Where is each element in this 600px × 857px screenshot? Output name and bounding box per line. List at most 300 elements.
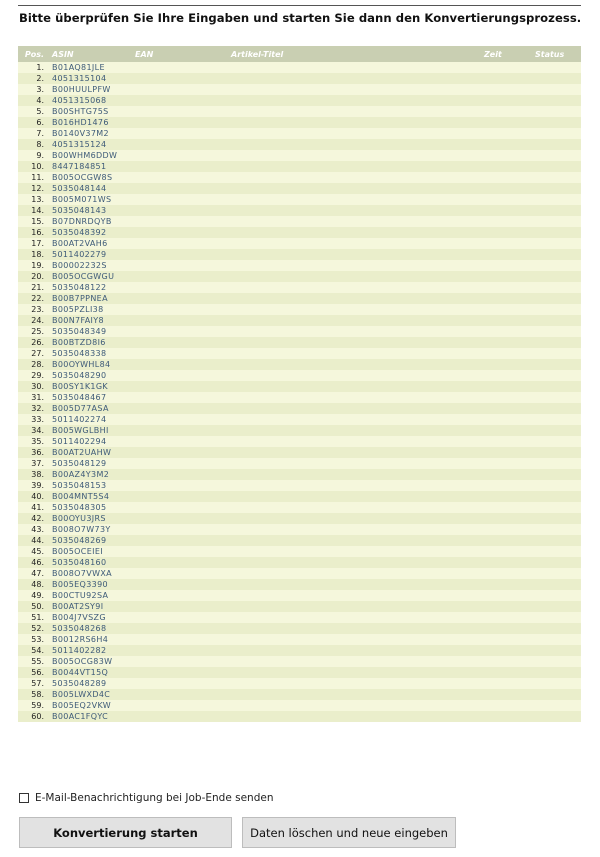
row-asin: B005WGLBHI [48, 425, 131, 436]
row-time [480, 271, 531, 282]
row-position: 52. [18, 623, 48, 634]
row-asin: B00CTU92SA [48, 590, 131, 601]
row-asin: 4051315124 [48, 139, 131, 150]
table-row [18, 403, 581, 414]
row-time [480, 557, 531, 568]
row-status [531, 458, 581, 469]
row-ean [131, 315, 227, 326]
row-time [480, 634, 531, 645]
row-time [480, 414, 531, 425]
table-row [18, 590, 581, 601]
row-position: 7. [18, 128, 48, 139]
row-asin: 5035048467 [48, 392, 131, 403]
article-table-container [18, 46, 581, 722]
row-ean [131, 392, 227, 403]
row-asin: 5035048160 [48, 557, 131, 568]
row-position: 30. [18, 381, 48, 392]
row-position: 55. [18, 656, 48, 667]
row-asin: B0012RS6H4 [48, 634, 131, 645]
row-asin: B016HD1476 [48, 117, 131, 128]
row-status [531, 403, 581, 414]
row-time [480, 623, 531, 634]
row-time [480, 425, 531, 436]
table-row [18, 678, 581, 689]
table-row [18, 150, 581, 161]
row-asin: 4051315104 [48, 73, 131, 84]
row-asin: B004MNT5S4 [48, 491, 131, 502]
row-status [531, 337, 581, 348]
row-status [531, 161, 581, 172]
row-position: 18. [18, 249, 48, 260]
row-position: 44. [18, 535, 48, 546]
table-row [18, 447, 581, 458]
row-status [531, 601, 581, 612]
row-time [480, 513, 531, 524]
row-ean [131, 469, 227, 480]
row-title [227, 425, 480, 436]
row-title [227, 260, 480, 271]
column-header-title: Artikel-Titel [227, 46, 480, 62]
row-status [531, 557, 581, 568]
row-asin: 5011402282 [48, 645, 131, 656]
table-header-row [18, 46, 581, 62]
row-position: 22. [18, 293, 48, 304]
row-status [531, 260, 581, 271]
table-row [18, 634, 581, 645]
row-status [531, 711, 581, 722]
row-ean [131, 634, 227, 645]
table-row [18, 117, 581, 128]
row-status [531, 73, 581, 84]
row-time [480, 117, 531, 128]
row-time [480, 139, 531, 150]
row-status [531, 293, 581, 304]
row-status [531, 381, 581, 392]
row-time [480, 491, 531, 502]
row-position: 20. [18, 271, 48, 282]
row-time [480, 150, 531, 161]
row-status [531, 524, 581, 535]
row-asin: 5035048349 [48, 326, 131, 337]
row-title [227, 348, 480, 359]
row-title [227, 414, 480, 425]
row-position: 12. [18, 183, 48, 194]
row-position: 46. [18, 557, 48, 568]
row-asin: B005OCGW8S [48, 172, 131, 183]
row-position: 28. [18, 359, 48, 370]
row-status [531, 249, 581, 260]
row-title [227, 711, 480, 722]
row-position: 17. [18, 238, 48, 249]
table-row [18, 205, 581, 216]
row-time [480, 260, 531, 271]
row-title [227, 271, 480, 282]
table-row [18, 414, 581, 425]
row-asin: 4051315068 [48, 95, 131, 106]
table-row [18, 337, 581, 348]
table-row [18, 139, 581, 150]
row-title [227, 579, 480, 590]
row-ean [131, 546, 227, 557]
table-row [18, 106, 581, 117]
row-status [531, 447, 581, 458]
row-title [227, 304, 480, 315]
row-title [227, 282, 480, 293]
table-row [18, 183, 581, 194]
row-position: 59. [18, 700, 48, 711]
row-ean [131, 381, 227, 392]
row-position: 23. [18, 304, 48, 315]
row-time [480, 689, 531, 700]
row-ean [131, 524, 227, 535]
row-ean [131, 579, 227, 590]
row-ean [131, 227, 227, 238]
email-notification-option[interactable] [19, 791, 274, 805]
row-time [480, 73, 531, 84]
row-ean [131, 304, 227, 315]
table-row [18, 73, 581, 84]
row-status [531, 117, 581, 128]
row-status [531, 634, 581, 645]
row-time [480, 568, 531, 579]
row-time [480, 106, 531, 117]
row-title [227, 392, 480, 403]
row-position: 24. [18, 315, 48, 326]
row-asin: 5035048268 [48, 623, 131, 634]
table-row [18, 557, 581, 568]
row-ean [131, 370, 227, 381]
row-position: 49. [18, 590, 48, 601]
row-asin: 5011402274 [48, 414, 131, 425]
row-ean [131, 612, 227, 623]
row-status [531, 128, 581, 139]
row-status [531, 183, 581, 194]
row-ean [131, 117, 227, 128]
row-title [227, 480, 480, 491]
table-row [18, 326, 581, 337]
table-row [18, 359, 581, 370]
row-title [227, 172, 480, 183]
row-asin: B008O7VWXA [48, 568, 131, 579]
row-asin: B005EQ2VKW [48, 700, 131, 711]
row-position: 27. [18, 348, 48, 359]
row-status [531, 348, 581, 359]
row-ean [131, 645, 227, 656]
row-time [480, 304, 531, 315]
row-position: 57. [18, 678, 48, 689]
row-status [531, 238, 581, 249]
row-ean [131, 271, 227, 282]
row-ean [131, 480, 227, 491]
table-row [18, 216, 581, 227]
row-position: 13. [18, 194, 48, 205]
row-status [531, 480, 581, 491]
row-title [227, 513, 480, 524]
row-status [531, 568, 581, 579]
table-row [18, 656, 581, 667]
row-position: 34. [18, 425, 48, 436]
table-row [18, 271, 581, 282]
row-ean [131, 557, 227, 568]
row-ean [131, 491, 227, 502]
row-status [531, 95, 581, 106]
row-asin: 5011402294 [48, 436, 131, 447]
row-time [480, 293, 531, 304]
row-status [531, 425, 581, 436]
row-position: 56. [18, 667, 48, 678]
row-position: 16. [18, 227, 48, 238]
row-asin: B07DNRDQYB [48, 216, 131, 227]
row-asin: 5035048269 [48, 535, 131, 546]
row-ean [131, 502, 227, 513]
row-title [227, 524, 480, 535]
row-title [227, 117, 480, 128]
row-title [227, 645, 480, 656]
table-row [18, 546, 581, 557]
row-ean [131, 436, 227, 447]
row-title [227, 95, 480, 106]
row-ean [131, 183, 227, 194]
table-row [18, 381, 581, 392]
row-position: 39. [18, 480, 48, 491]
row-status [531, 590, 581, 601]
row-time [480, 700, 531, 711]
row-status [531, 227, 581, 238]
row-ean [131, 689, 227, 700]
table-row [18, 370, 581, 381]
row-title [227, 568, 480, 579]
row-title [227, 612, 480, 623]
row-position: 25. [18, 326, 48, 337]
row-ean [131, 106, 227, 117]
table-row [18, 502, 581, 513]
row-status [531, 678, 581, 689]
row-title [227, 293, 480, 304]
table-row [18, 315, 581, 326]
table-row [18, 458, 581, 469]
table-row [18, 700, 581, 711]
row-position: 36. [18, 447, 48, 458]
row-status [531, 370, 581, 381]
row-time [480, 315, 531, 326]
row-time [480, 183, 531, 194]
row-ean [131, 216, 227, 227]
row-asin: 5035048392 [48, 227, 131, 238]
row-time [480, 458, 531, 469]
row-title [227, 491, 480, 502]
table-row [18, 172, 581, 183]
row-position: 10. [18, 161, 48, 172]
table-row [18, 524, 581, 535]
row-title [227, 337, 480, 348]
table-row [18, 689, 581, 700]
table-row [18, 469, 581, 480]
row-ean [131, 139, 227, 150]
row-title [227, 667, 480, 678]
row-ean [131, 260, 227, 271]
row-asin: B00SY1K1GK [48, 381, 131, 392]
top-divider [18, 5, 581, 6]
row-ean [131, 711, 227, 722]
table-row [18, 304, 581, 315]
row-status [531, 150, 581, 161]
row-status [531, 579, 581, 590]
row-asin: B005PZLI38 [48, 304, 131, 315]
column-header-pos: Pos. [18, 46, 48, 62]
row-position: 1. [18, 62, 48, 73]
row-position: 21. [18, 282, 48, 293]
row-asin: B004J7VSZG [48, 612, 131, 623]
row-asin: B005EQ3390 [48, 579, 131, 590]
row-ean [131, 293, 227, 304]
row-time [480, 194, 531, 205]
row-time [480, 128, 531, 139]
row-asin: 5035048144 [48, 183, 131, 194]
table-row [18, 513, 581, 524]
row-status [531, 282, 581, 293]
row-time [480, 326, 531, 337]
column-header-ean: EAN [131, 46, 227, 62]
row-asin: 5035048338 [48, 348, 131, 359]
row-ean [131, 425, 227, 436]
row-asin: B00002232S [48, 260, 131, 271]
row-position: 45. [18, 546, 48, 557]
row-title [227, 128, 480, 139]
row-position: 32. [18, 403, 48, 414]
page-title: Bitte überprüfen Sie Ihre Eingaben und starten Sie dann den Konvertierungsprozess. [19, 11, 582, 25]
row-ean [131, 447, 227, 458]
row-time [480, 711, 531, 722]
row-status [531, 205, 581, 216]
row-title [227, 689, 480, 700]
row-position: 26. [18, 337, 48, 348]
row-status [531, 491, 581, 502]
row-ean [131, 656, 227, 667]
row-title [227, 359, 480, 370]
row-title [227, 227, 480, 238]
row-asin: B0044VT15Q [48, 667, 131, 678]
row-ean [131, 678, 227, 689]
row-position: 41. [18, 502, 48, 513]
row-asin: B00BTZD8I6 [48, 337, 131, 348]
row-status [531, 436, 581, 447]
row-asin: B01AQ81JLE [48, 62, 131, 73]
row-time [480, 447, 531, 458]
row-title [227, 205, 480, 216]
row-asin: B005M071WS [48, 194, 131, 205]
row-ean [131, 205, 227, 216]
table-row [18, 436, 581, 447]
start-conversion-button[interactable]: Konvertierung starten [19, 817, 232, 848]
row-title [227, 326, 480, 337]
row-ean [131, 337, 227, 348]
row-time [480, 469, 531, 480]
row-title [227, 216, 480, 227]
row-asin: 5035048143 [48, 205, 131, 216]
row-status [531, 667, 581, 678]
row-status [531, 315, 581, 326]
row-title [227, 535, 480, 546]
row-status [531, 502, 581, 513]
row-ean [131, 568, 227, 579]
table-row [18, 568, 581, 579]
row-title [227, 700, 480, 711]
row-time [480, 480, 531, 491]
row-position: 42. [18, 513, 48, 524]
row-title [227, 62, 480, 73]
row-title [227, 469, 480, 480]
row-asin: B00OYWHL84 [48, 359, 131, 370]
row-title [227, 403, 480, 414]
row-position: 38. [18, 469, 48, 480]
row-time [480, 436, 531, 447]
row-title [227, 315, 480, 326]
table-row [18, 95, 581, 106]
row-title [227, 634, 480, 645]
row-title [227, 370, 480, 381]
table-row [18, 645, 581, 656]
row-time [480, 645, 531, 656]
row-ean [131, 249, 227, 260]
row-position: 2. [18, 73, 48, 84]
row-time [480, 392, 531, 403]
row-status [531, 700, 581, 711]
clear-data-button[interactable]: Daten löschen und neue eingeben [242, 817, 456, 848]
row-status [531, 139, 581, 150]
table-row [18, 227, 581, 238]
row-ean [131, 414, 227, 425]
row-time [480, 282, 531, 293]
row-time [480, 546, 531, 557]
row-position: 11. [18, 172, 48, 183]
row-position: 35. [18, 436, 48, 447]
row-ean [131, 128, 227, 139]
table-row [18, 711, 581, 722]
row-title [227, 656, 480, 667]
row-ean [131, 172, 227, 183]
table-row [18, 392, 581, 403]
row-time [480, 656, 531, 667]
row-ean [131, 238, 227, 249]
row-title [227, 458, 480, 469]
row-asin: 5035048122 [48, 282, 131, 293]
row-asin: B005LWXD4C [48, 689, 131, 700]
row-title [227, 249, 480, 260]
row-position: 58. [18, 689, 48, 700]
row-time [480, 95, 531, 106]
row-time [480, 590, 531, 601]
row-ean [131, 359, 227, 370]
row-position: 60. [18, 711, 48, 722]
row-asin: B00B7PPNEA [48, 293, 131, 304]
row-status [531, 106, 581, 117]
row-status [531, 304, 581, 315]
row-ean [131, 700, 227, 711]
row-status [531, 656, 581, 667]
row-time [480, 205, 531, 216]
row-asin: 5035048153 [48, 480, 131, 491]
table-row [18, 612, 581, 623]
row-ean [131, 403, 227, 414]
row-position: 54. [18, 645, 48, 656]
email-notification-checkbox[interactable] [19, 793, 29, 803]
row-asin: B00WHM6DDW [48, 150, 131, 161]
row-title [227, 381, 480, 392]
row-title [227, 183, 480, 194]
row-status [531, 271, 581, 282]
row-position: 9. [18, 150, 48, 161]
row-time [480, 403, 531, 414]
